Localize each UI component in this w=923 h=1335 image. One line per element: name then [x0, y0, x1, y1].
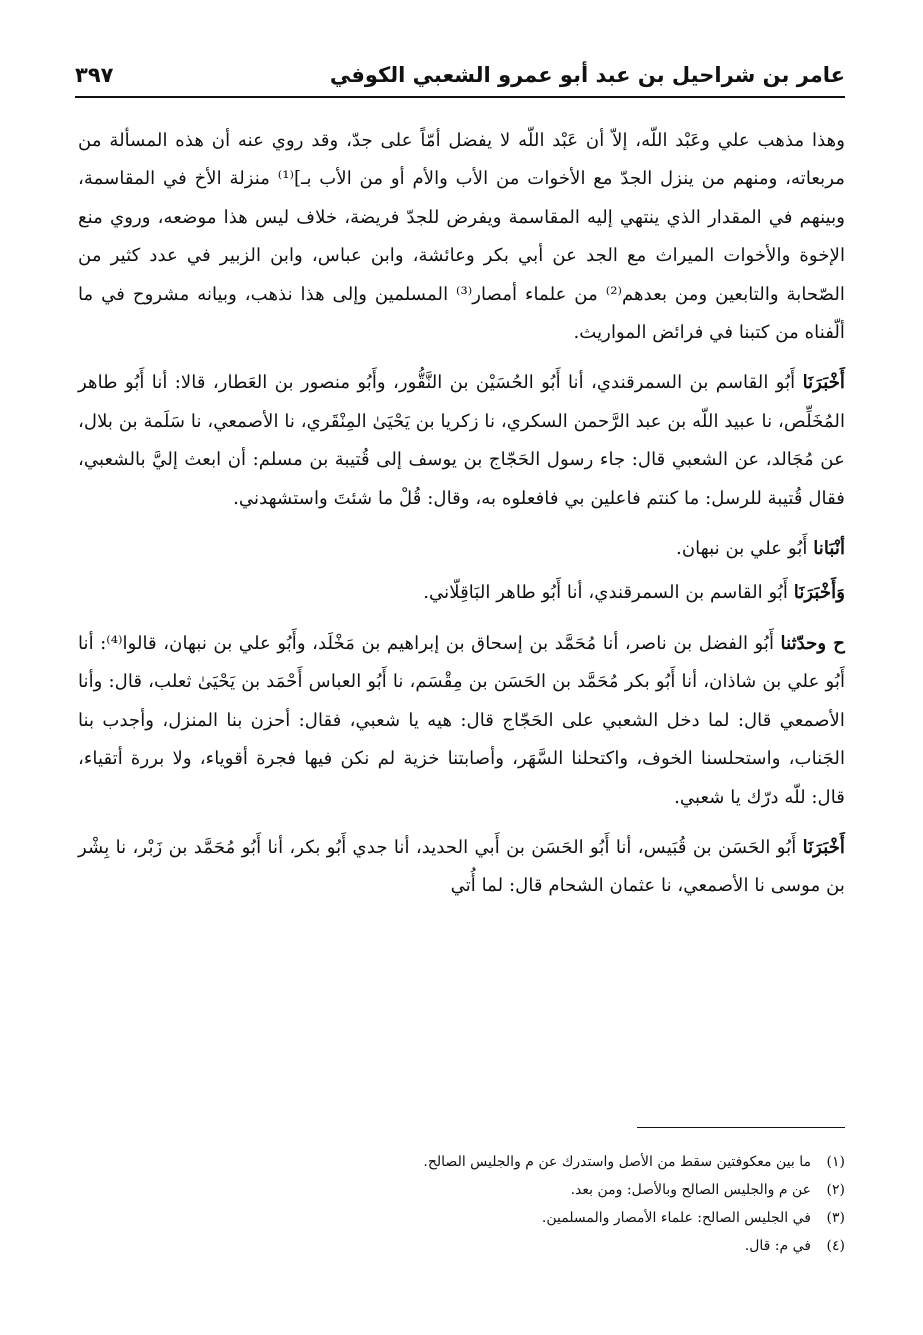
paragraph-text: أَبُو القاسم بن السمرقندي، أنا أَبُو طاهر البَاقِلّاني.: [423, 582, 794, 604]
footnote-text: عن م والجليس الصالح وبالأصل: ومن بعد.: [570, 1182, 811, 1198]
footnote: [78, 1206, 845, 1231]
isnad-keyword: أَخْبَرَنَا: [802, 372, 845, 394]
paragraph: [78, 625, 845, 817]
paragraph-text: أَبُو القاسم بن السمرقندي، أنا أَبُو الحُسَيْن بن النَّقُّور، وأَبُو منصور بن العَطار، قالا: أنا أَبُو طاهر المُخَلِّص، نا عبيد اللّه بن عبد الرَّحمن السكري، نا زكريا بن يَحْيَىٰ المِنْقَري، نا الأصمعي، نا سَلَمة بن بلال، عن مُجَالد، عن الشعبي قال: جاء رسول الحَجّاج بن يوسف إلى قُتيبة بن مسلم: أن ابعث إليَّ بالشعبي، فقال قُتيبة للرسل: ما كنتم فاعلين بي فافعلوه به، وقال: قُلْ ما شئتَ واستشهدني.: [78, 372, 845, 509]
footnote: [78, 1178, 845, 1203]
footnote: [78, 1234, 845, 1259]
footnotes-list: [78, 1150, 845, 1262]
paragraph-text: أَبُو علي بن نبهان.: [676, 538, 814, 560]
header-rule: [75, 96, 845, 98]
page-header: [75, 58, 845, 94]
footnote-number: (٤): [826, 1238, 845, 1254]
footnote-rule: [637, 1127, 845, 1128]
footnote-number: (٣): [826, 1210, 845, 1226]
isnad-keyword: أنْبَانا: [813, 538, 845, 560]
footnote-number: (١): [826, 1154, 845, 1170]
running-title: عامر بن شراحيل بن عبد أبو عمرو الشعبي الكوفي: [329, 63, 845, 87]
paragraph: [78, 829, 845, 906]
main-text: [78, 122, 845, 906]
footnote-text: في الجليس الصالح: علماء الأمصار والمسلمين.: [541, 1210, 811, 1226]
footnote: [78, 1150, 845, 1175]
paragraph-text: وهذا مذهب علي وعَبْد اللّه، إلاّ أن عَبْد اللّه لا يفضل أمّاً على جدّ، وقد روي عنه أن هذه المسألة من مربعاته، ومنهم من ينزل الجدّ مع الأخوات من الأب والأم أو من الأب بـ]⁽¹⁾ منزلة الأخ في المقاسمة، وبينهم في المقدار الذي ينتهي إليه المقاسمة ويفرض للجدّ فريضة، خلاف ليس هذا موضعه، وروي منع الإخوة والأخوات الميراث مع الجد عن أبي بكر وعائشة، وابن عباس، وابن الزبير في عدد كثير من الصّحابة والتابعين ومن بعدهم⁽²⁾ من علماء أمصار⁽³⁾ المسلمين وإلى هذا نذهب، وبيانه مشروح في ما ألّفناه من كتبنا في فرائض المواريث.: [78, 130, 845, 344]
page-number: ٣٩٧: [75, 63, 114, 87]
footnote-number: (٢): [826, 1182, 845, 1198]
footnote-text: في م: قال.: [744, 1238, 811, 1254]
paragraph: [78, 530, 845, 568]
isnad-keyword: وَأَخْبَرَنَا: [793, 582, 845, 604]
isnad-keyword: ح وحدّثنا: [780, 632, 845, 654]
isnad-keyword: أَخْبَرَنَا: [802, 836, 845, 858]
paragraph: [78, 574, 845, 612]
paragraph-text: أَبُو الحَسَن بن قُبَيس، أنا أَبُو الحَسَن بن أَبي الحديد، أنا جدي أَبُو بكر، أنا أَبُو مُحَمَّد بن زَبْر، نا بِشْر بن موسى نا الأصمعي، نا عثمان الشحام قال: لما أُتي: [78, 836, 845, 897]
footnote-text: ما بين معكوفتين سقط من الأصل واستدرك عن م والجليس الصالح.: [423, 1154, 811, 1170]
paragraph: [78, 364, 845, 518]
paragraph-text: أَبُو الفضل بن ناصر، أنا مُحَمَّد بن إسحاق بن إبراهيم بن مَخْلَد، وأَبُو علي بن نبهان، قالوا⁽⁴⁾: أنا أَبُو علي بن شاذان، أنا أَبُو بكر مُحَمَّد بن الحَسَن بن مِقْسَم، نا أَبُو العباس أَحْمَد بن يَحْيَىٰ ثعلب، قال: وأنا الأصمعي قال: لما دخل الشعبي على الحَجّاج قال: هيه يا شعبي، فقال: أحزن بنا المنزل، وأجدب بنا الجَناب، واستحلسنا الخوف، واكتحلنا السَّهَر، وأصابتنا خزية لم نكن فيها فجرة أقوياء، ولا بررة أتقياء، قال: للّه درّك يا شعبي.: [78, 632, 845, 808]
paragraph: [78, 122, 845, 352]
